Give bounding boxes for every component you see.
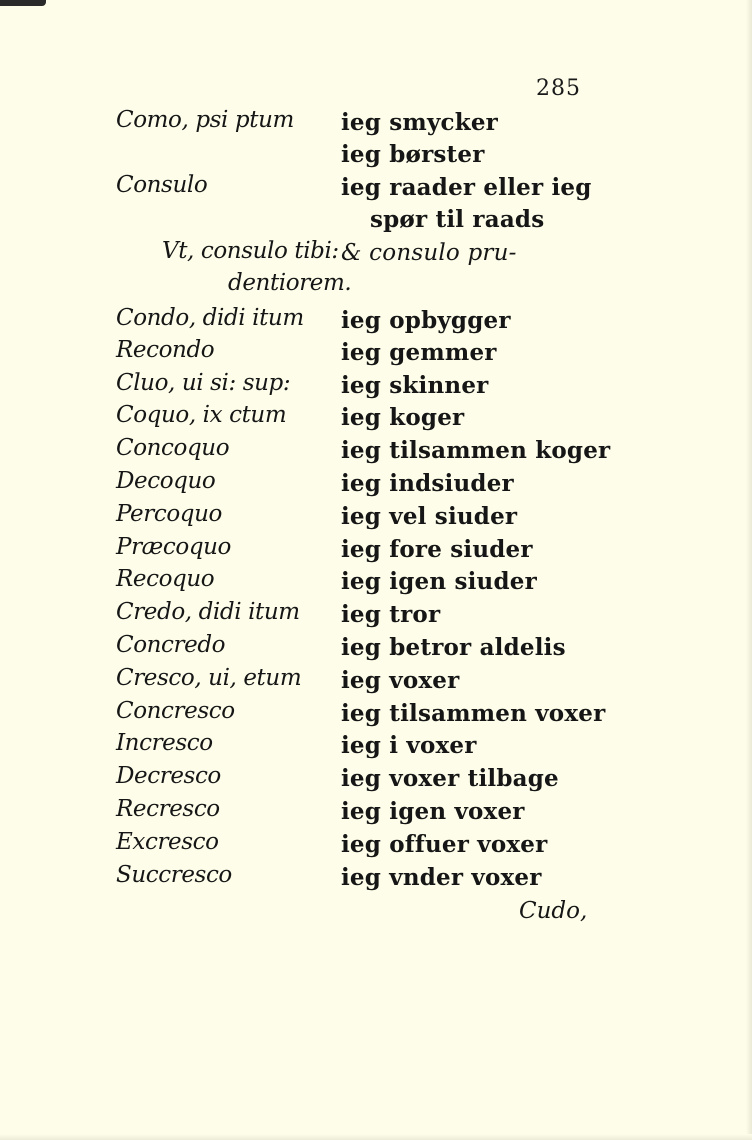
latin-headword: Decresco (116, 763, 221, 789)
danish-gloss: ieg i voxer (341, 732, 477, 759)
danish-gloss: ieg indsiuder (341, 470, 514, 497)
danish-gloss: ieg vel siuder (341, 503, 518, 530)
latin-example: Vt, consulo tibi: (162, 238, 339, 264)
scan-edge-bottom (0, 1134, 752, 1140)
latin-headword: Percoquo (116, 501, 222, 527)
latin-headword: Recoquo (116, 566, 215, 592)
latin-headword: Condo, didi itum (116, 305, 304, 331)
danish-gloss: ieg koger (341, 404, 465, 431)
latin-headword: Credo, didi itum (116, 599, 300, 625)
scan-corner-mark (0, 0, 46, 6)
latin-headword: Cresco, ui, etum (116, 665, 302, 691)
latin-headword: Consulo (116, 172, 208, 198)
latin-headword: Recresco (116, 796, 220, 822)
catchword: Cudo, (519, 898, 588, 924)
latin-headword: Succresco (116, 862, 232, 888)
danish-gloss: ieg børster (341, 141, 485, 168)
latin-headword: Excresco (116, 829, 219, 855)
danish-gloss: ieg tilsammen voxer (341, 700, 606, 727)
danish-gloss: ieg tror (341, 601, 441, 628)
danish-gloss: ieg tilsammen koger (341, 437, 611, 464)
danish-gloss: ieg raader eller ieg (341, 174, 592, 201)
danish-gloss: ieg igen siuder (341, 568, 537, 595)
danish-gloss: ieg smycker (341, 109, 499, 136)
danish-gloss: ieg vnder voxer (341, 864, 542, 891)
danish-gloss: ieg betror aldelis (341, 634, 566, 661)
latin-headword: Concredo (116, 632, 226, 658)
latin-headword: Decoquo (116, 468, 216, 494)
danish-gloss: ieg fore siuder (341, 536, 533, 563)
latin-headword: Præcoquo (116, 534, 232, 560)
latin-headword: Cluo, ui si: sup: (116, 370, 291, 396)
danish-gloss: ieg voxer tilbage (341, 765, 559, 792)
latin-headword: Incresco (116, 730, 213, 756)
latin-example-continuation: dentiorem. (228, 270, 352, 296)
latin-example-continued: & consulo pru- (341, 240, 517, 266)
danish-gloss-continuation: spør til raads (370, 206, 545, 233)
danish-gloss: ieg skinner (341, 372, 489, 399)
latin-headword: Como, psi ptum (116, 107, 294, 133)
scan-edge-right (746, 0, 752, 1140)
danish-gloss: ieg gemmer (341, 339, 497, 366)
danish-gloss: ieg opbygger (341, 307, 511, 334)
danish-gloss: ieg igen voxer (341, 798, 525, 825)
latin-headword: Recondo (116, 337, 215, 363)
page-number: 285 (536, 76, 581, 101)
latin-headword: Coquo, ix ctum (116, 402, 287, 428)
danish-gloss: ieg voxer (341, 667, 460, 694)
latin-headword: Concresco (116, 698, 235, 724)
danish-gloss: ieg offuer voxer (341, 831, 548, 858)
latin-headword: Concoquo (116, 435, 230, 461)
